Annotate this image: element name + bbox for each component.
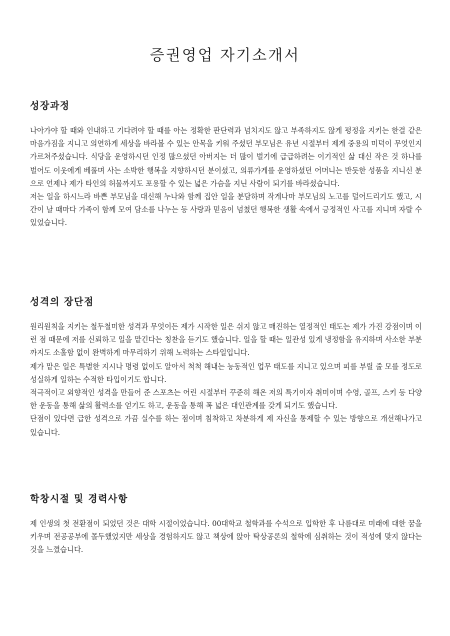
section-heading-personality: 성격의 장단점 — [30, 297, 94, 308]
paragraph: 저는 일을 하시느라 바쁜 부모님을 대신해 누나와 함께 집안 일을 분담하며 작게나마 부모님의 노고를 덜어드리기도 했고, 시간이 날 때마다 가족이 함께 모여 담소를 나누는 등 사랑과 믿음이 넘쳤던 행복한 생활 속에서 긍정적인 사고를 지니며 자랄 수 있었습니다. — [30, 192, 422, 228]
paragraph: 단점이 있다면 급한 성격으로 가끔 실수를 하는 점이며 침착하고 차분하게 제 자신을 통제할 수 있는 방향으로 개선해나가고 있습니다. — [30, 414, 422, 437]
section-body-school-career — [30, 517, 422, 557]
section-body-personality — [30, 320, 422, 439]
paragraph: 원리원칙을 지키는 철두철미한 성격과 무엇이든 제가 시작한 일은 쉬지 않고 매진하는 열정적인 태도는 제가 가진 강점이며 이런 점 때문에 저를 신뢰하고 일을 맡긴다는 칭찬을 듣기도 했습니다. 일을 할 때는 일관성 있게 냉정함을 유지하며 사소한 부분까지도 소홀함 없이 완벽하게 마무리하기 위해 노력하는 스타일입니다. — [30, 322, 422, 358]
paragraph: 적극적이고 외향적인 성격을 만들어 준 스포츠는 어린 시절부터 꾸준히 해온 저의 특기이자 취미이며 수영, 골프, 스키 등 다양한 운동을 통해 삶의 활력소를 얻기도 하고, 운동을 통해 폭 넓은 대인관계를 갖게 되기도 했습니다. — [30, 388, 422, 411]
paragraph: 제 인생의 첫 전환점이 되었던 것은 대학 시절이었습니다. 00대학교 철학과를 수석으로 입학한 후 나름대로 미래에 대한 꿈을 키우며 전공공부에 몰두했었지만 세상을 경험하지도 않고 책상에 앉아 탁상공론의 철학에 심취하는 것이 적성에 맞지 않다는 것을 느꼈습니다. — [30, 519, 422, 555]
section-body-growth — [30, 124, 422, 230]
section-heading-school-career: 학창시절 및 경력사항 — [30, 494, 129, 505]
section-heading-growth: 성장과정 — [30, 101, 70, 112]
document-title: 증권영업 자기소개서 — [149, 46, 301, 64]
paragraph: 제가 맡은 일은 특별한 지시나 명령 없이도 알아서 척척 해내는 능동적인 업무 태도를 지니고 있으며 피를 부릴 줄 모를 정도로 성실하게 일하는 수적한 타입이기도 합니다. — [30, 361, 422, 384]
paragraph: 나아가야 할 때와 인내하고 기다려야 할 때를 아는 정확한 판단력과 넘치지도 않고 부족하지도 않게 평정을 지키는 한결 같은 마음가짐을 지니고 의연하게 세상을 바라볼 수 있는 안목을 키워 주셨던 부모님은 유년 시절부터 제게 중용의 미덕이 무엇인지 가르쳐주셨습니다. 식당을 운영하시던 인정 많으셨던 아버지는 더 많이 벌기에 급급하려는 이기적인 삶 대신 작은 것 하나를 벌어도 이웃에게 베풀며 사는 소박한 행복을 지향하시던 분이셨고, 의류가게를 운영하셨던 어머니는 반듯한 성품을 지니신 분으로 언제나 제가 타인의 허물까지도 포용할 수 있는 넓은 가슴을 지닌 사람이 되기를 바라셨습니다. — [30, 126, 422, 188]
